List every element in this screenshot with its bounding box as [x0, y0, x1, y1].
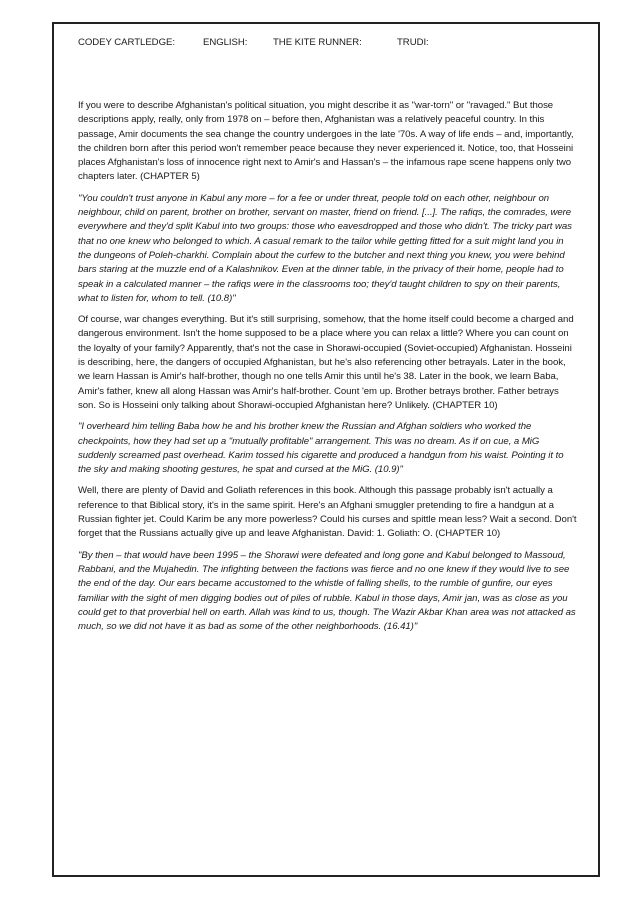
book-title: THE KITE RUNNER: — [273, 37, 362, 48]
essay-title: TRUDI: — [397, 37, 429, 48]
subject-label: ENGLISH: — [203, 37, 248, 48]
commentary-paragraph: Well, there are plenty of David and Goliath references in this book. Although this passage probably isn't actually a reference to that Biblical story, it's in the same spirit. Here's an Afghani smuggler pretending to fire a handgun at a Russian fighter jet. Could Karim be any more powerless? Could his curses and spittle mean less? Wait a second. Don't forget that the Russians actually give up and leave Afghanistan. David: 1. Goliath: O. (CHAPTER 10) — [78, 485, 577, 540]
commentary-paragraph: Of course, war changes everything. But it's still surprising, somehow, that the home itself could become a charged and dangerous environment. Isn't the home supposed to be a place where you can relax a little? Where you can count on the loyalty of your family? Apparently, that's not the case in Shorawi-occupied (Soviet-occupied) Afghanistan. Hosseini is describing, here, the dangers of occupied Afghanistan, but he's also referencing other betrayals. Later in the book, we learn Hassan is Amir's half-brother, though no one tells Amir this until he's 38. Later in the book, we learn Baba, Amir's father, knew all along Hassan was Amir's half-brother. Count 'em up. Brother betrays brother. Father betrays son. So is Hosseini only talking about Shorawi-occupied Afghanistan here? Unlikely. (CHAPTER 10) — [78, 314, 574, 411]
quote-paragraph: "By then – that would have been 1995 – the Shorawi were defeated and long gone and Kabul belonged to Massoud, Rabbani, and the Mujahedin. The infighting between the factions was fierce and no one knew if they would live to see the end of the day. Our ears became accustomed to the whistle of falling shells, to the rumble of gunfire, our eyes familiar with the sight of men digging bodies out of piles of rubble. Kabul in those days, Amir jan, was as close as you could get to that proverbial hell on earth. Allah was kind to us, though. The Wazir Akbar Khan area was not attacked as much, so we did not have it as bad as some of the other neighborhoods. (16.41)" — [78, 549, 576, 633]
quote-paragraph: "You couldn't trust anyone in Kabul any more – for a fee or under threat, people told on each other, neighbour on neighbour, child on parent, brother on brother, servant on master, friend on friend. [...]. The rafiqs, the comrades, were everywhere and they'd split Kabul into two groups: those who eavesdropped and those who didn't. The tricky part was that no one knew who belonged to which. A casual remark to the tailor while getting fitted for a suit might land you in the dungeons of Poleh-charkhi. Complain about the curfew to the butcher and next thing you knew, you were behind bars staring at the muzzle end of a Kalashnikov. Even at the dinner table, in the privacy of their home, people had to speak in a calculated manner – the rafiqs were in the classrooms too; they'd taught children to spy on their parents, what to listen for, whom to tell. (10.8)" — [78, 192, 572, 304]
commentary-paragraph: If you were to describe Afghanistan's political situation, you might describe it as "war-torn" or "ravaged." But those descriptions apply, really, only from 1978 on – before then, Afghanistan was a relatively peaceful country. In this passage, Amir documents the sea change the country undergoes in the late '70s. A way of life ends – and, importantly, the children born after this period won't remember peace because they never experienced it. Notice, too, that Hosseini places Afghanistan's loss of innocence right next to Amir's and Hassan's – the infamous rape scene happens only two chapters later. (CHAPTER 5) — [78, 100, 574, 183]
document-header — [78, 36, 578, 50]
author-name: CODEY CARTLEDGE: — [78, 37, 175, 48]
quote-paragraph: "I overheard him telling Baba how he and his brother knew the Russian and Afghan soldiers who worked the checkpoints, how they had set up a "mutually profitable" arrangement. This was no dream. As if on cue, a MiG suddenly screamed past overhead. Karim tossed his cigarette and produced a handgun from his waist. Pointing it to the sky and making shooting gestures, he spat and cursed at the MiG. (10.9)" — [78, 421, 564, 476]
document-body — [78, 36, 578, 641]
